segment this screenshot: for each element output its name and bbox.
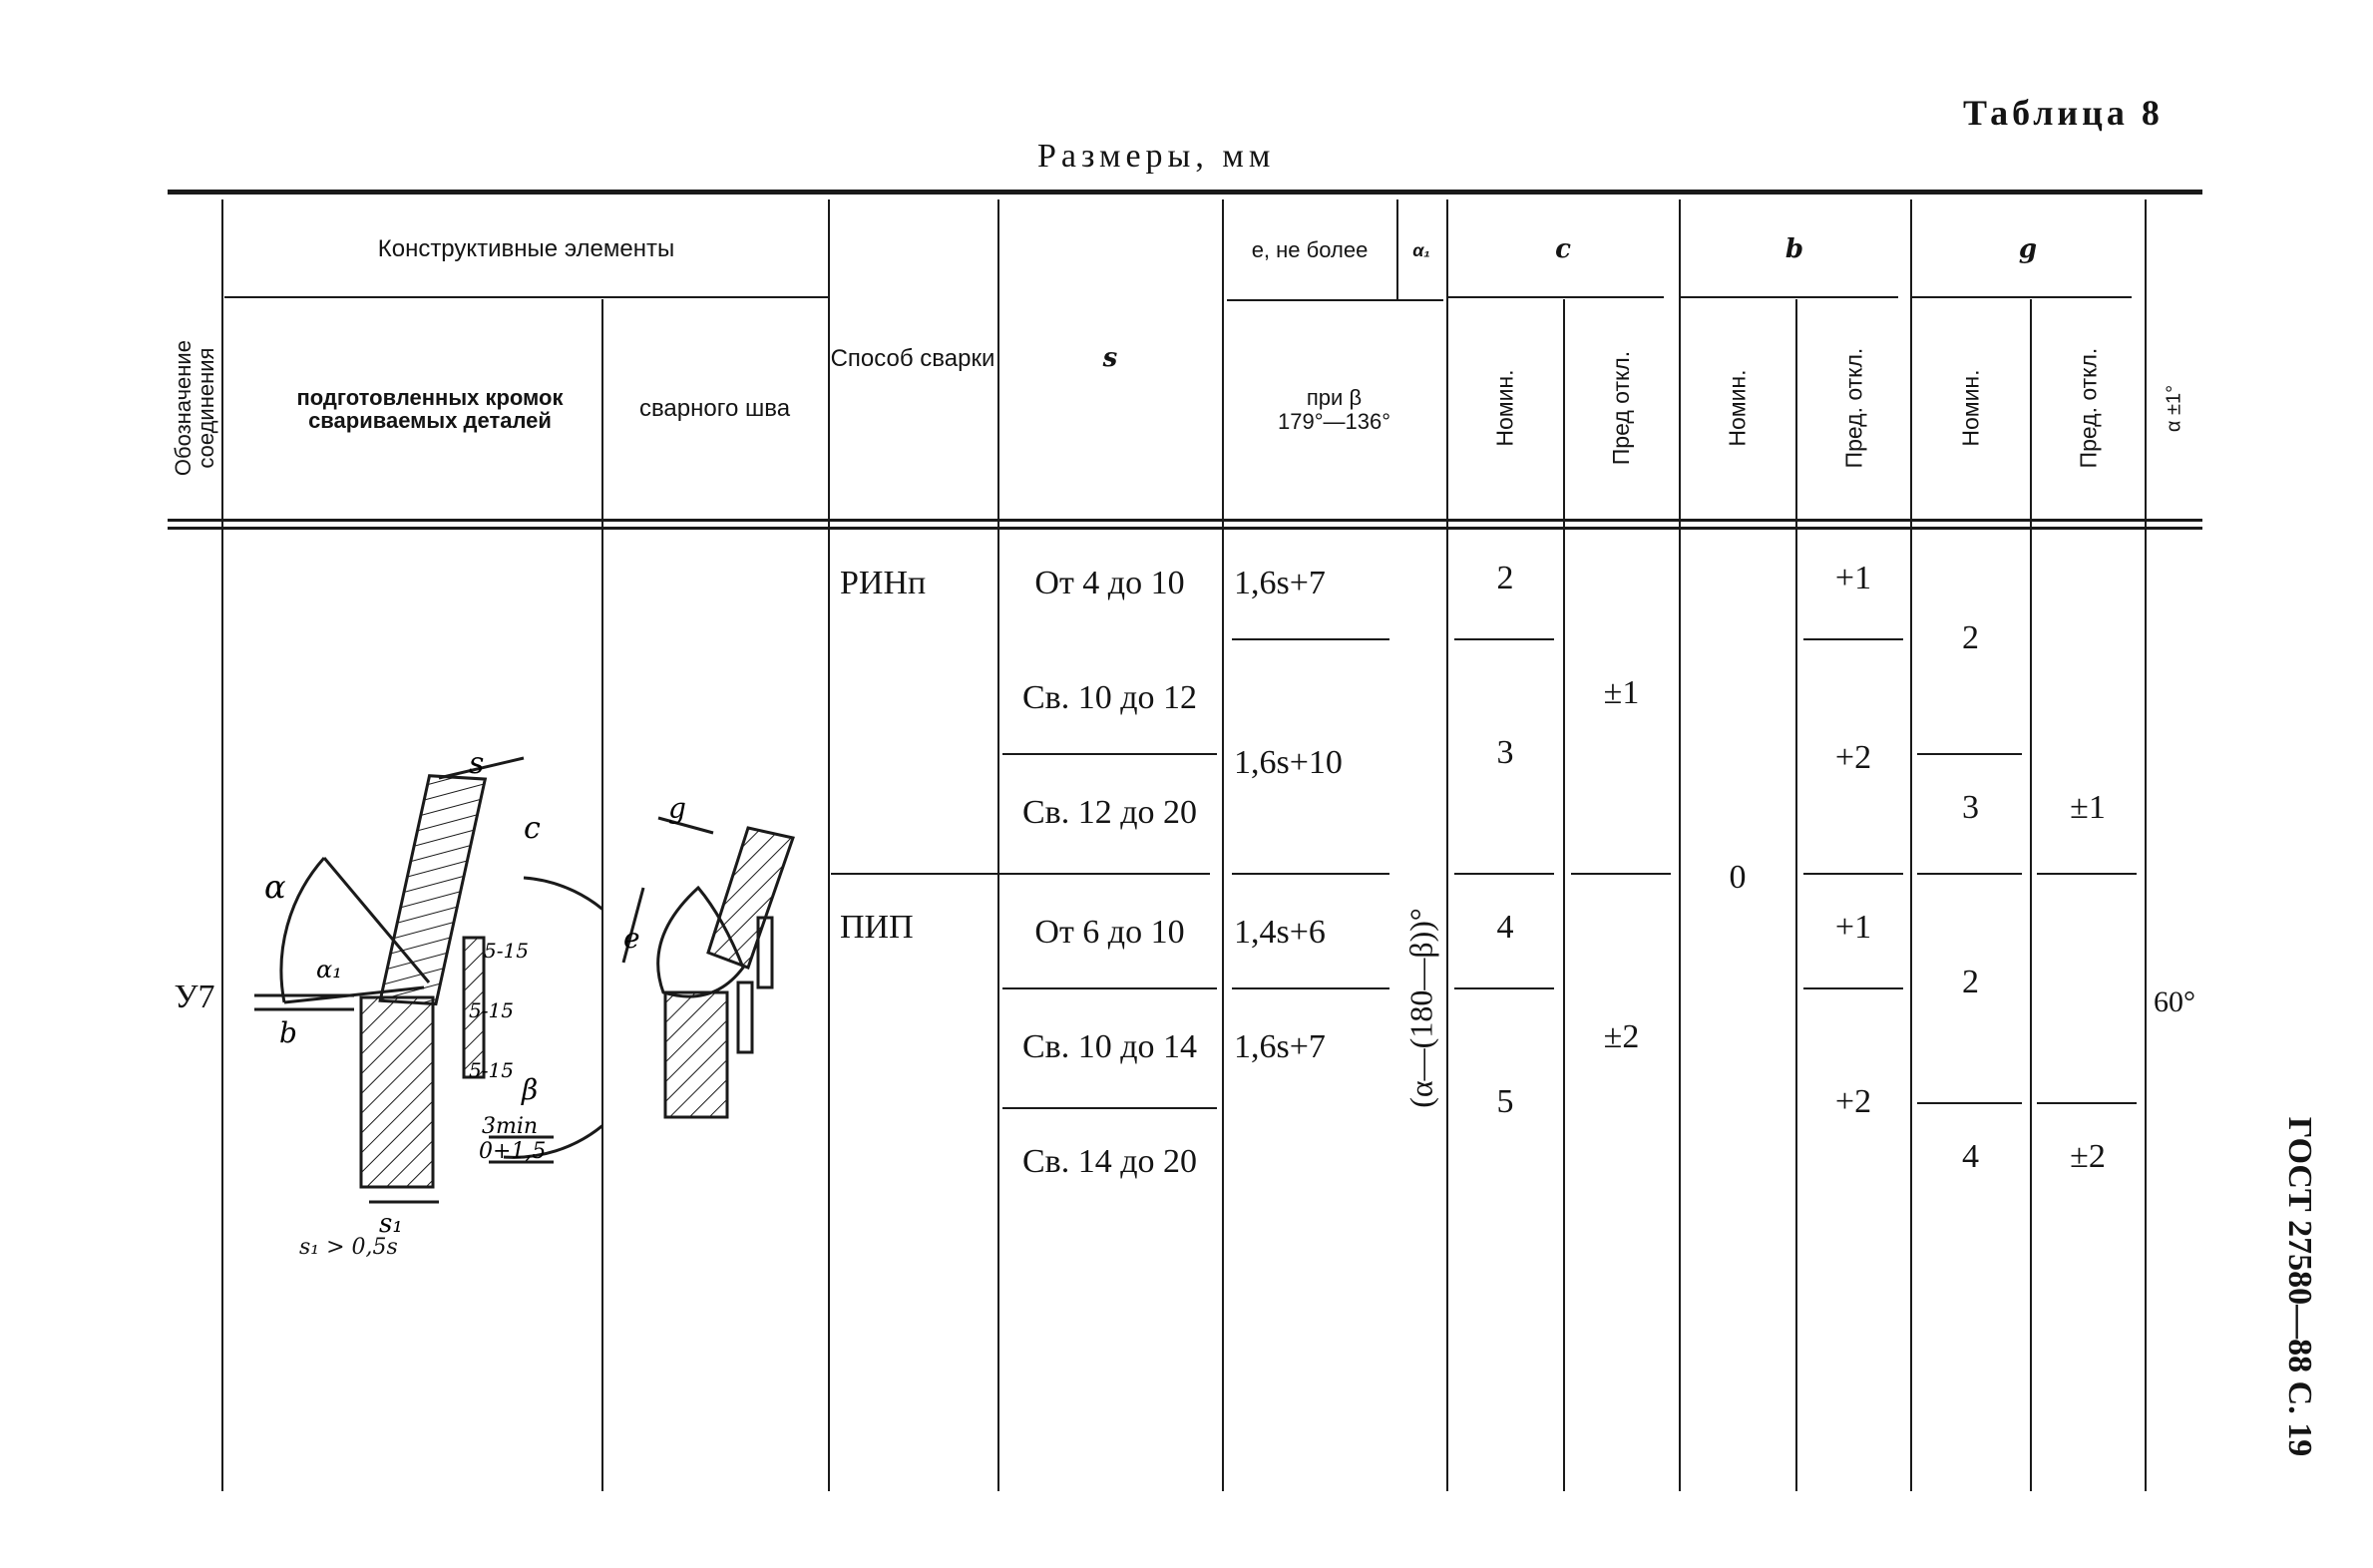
hdr-at-beta-line1: при β: [1306, 385, 1363, 411]
c-tol-2: ±2: [1603, 1018, 1640, 1056]
label-alpha: α: [264, 868, 286, 906]
vline-1: [221, 199, 223, 1491]
g-nom-line-1: [1917, 753, 2022, 755]
size-caption: Размеры, мм: [1037, 138, 1276, 175]
designation-u7: У7: [174, 979, 215, 1016]
e-value-3: 1,4s+6: [1234, 914, 1326, 952]
hdr-constructive-elements: Конструктивные элементы: [377, 235, 675, 263]
c-nom-1: 2: [1496, 560, 1514, 597]
label-s1: s₁: [379, 1209, 403, 1239]
hdr-designation: Обозначение соединения: [170, 339, 218, 477]
s-range-4: От 6 до 10: [1034, 914, 1185, 952]
label-515-c: 5-15: [469, 1058, 514, 1082]
c-nom-2: 3: [1496, 734, 1514, 772]
e-value-2: 1,6s+10: [1234, 744, 1343, 782]
s-line-1: [1002, 753, 1217, 755]
hdr-alpha-tol: α ±1°: [2163, 384, 2185, 432]
method-line: [831, 873, 1210, 875]
alpha-value: 60°: [2154, 985, 2195, 1019]
b-tol-line-1: [1803, 638, 1903, 640]
hdr-c: c: [1555, 234, 1571, 265]
hdr-alpha1: α₁: [1412, 239, 1430, 260]
seam-vertical-plate: [665, 992, 727, 1117]
hdr-c-nomin: Номин.: [1491, 369, 1518, 447]
label-c: c: [524, 811, 541, 846]
label-beta: β: [522, 1073, 539, 1106]
s-line-2: [1002, 987, 1217, 989]
b-tol-line-2: [1803, 873, 1903, 875]
s-range-2: Св. 10 до 12: [1021, 679, 1198, 717]
hdr-at-beta: [1224, 302, 1444, 517]
weld-seam-sketch: [603, 768, 828, 1167]
header-rule-2: [168, 527, 2202, 530]
hdr-line-g: [1910, 296, 2132, 298]
g-tol-line-1: [2037, 873, 2137, 875]
e-line-3: [1232, 987, 1389, 989]
standard-reference: [2204, 1077, 2373, 1496]
hdr-line-e: [1227, 299, 1443, 301]
hdr-b-tol: Пред. откл.: [1839, 347, 1866, 469]
s-range-1: От 4 до 10: [1034, 565, 1185, 602]
hdr-b-nomin: Номин.: [1724, 369, 1751, 447]
g-nom-2: 3: [1962, 789, 1979, 827]
alpha1-formula: (α—(180—β))°: [1402, 907, 1439, 1108]
label-g: g: [668, 792, 686, 825]
label-515-a: 5-15: [484, 939, 529, 963]
sketch-note: s₁ > 0,5s: [299, 1235, 398, 1260]
seam-inclined-plate: [708, 828, 793, 968]
hdr-weld-seam: сварного шва: [638, 395, 791, 423]
g-nom-3: 2: [1962, 964, 1979, 1001]
hdr-at-beta-line2: 179°—136°: [1277, 408, 1390, 434]
hdr-line-constructive: [224, 296, 828, 298]
g-nom-1: 2: [1962, 619, 1979, 657]
hdr-c-tol: Пред откл.: [1608, 350, 1635, 466]
c-nom-line-2: [1454, 873, 1554, 875]
b-tol-1: +1: [1834, 560, 1872, 597]
hdr-e-max: e, не более: [1251, 237, 1369, 263]
inclined-plate: [320, 754, 546, 1025]
e-value-4: 1,6s+7: [1234, 1028, 1326, 1066]
g-nom-line-2: [1917, 873, 2022, 875]
hdr-line-b: [1679, 296, 1898, 298]
seam-backing-2: [738, 982, 752, 1052]
table-top-rule: [168, 190, 2202, 195]
label-s: s: [469, 746, 485, 781]
e-value-1: 1,6s+7: [1234, 565, 1326, 602]
s-range-6: Св. 14 до 20: [1021, 1143, 1198, 1181]
e-line-1: [1232, 638, 1389, 640]
label-3min: 3min: [482, 1114, 539, 1139]
header-rule-1: [168, 519, 2202, 522]
c-tol-1: ±1: [1603, 674, 1640, 712]
label-515-b: 5-15: [469, 998, 514, 1022]
s-line-3: [1002, 1107, 1217, 1109]
method-pip: ПИП: [840, 909, 914, 947]
b-tol-2: +2: [1834, 739, 1872, 777]
b-tol-line-3: [1803, 987, 1903, 989]
standard-reference-text: ГОСТ 27580—88 С. 19: [2281, 1116, 2318, 1457]
c-nom-4: 5: [1496, 1083, 1514, 1121]
g-nom-4: 4: [1962, 1138, 1979, 1176]
c-nom-3: 4: [1496, 909, 1514, 947]
prepared-edges-sketch: [224, 539, 601, 1257]
c-nom-line-3: [1454, 987, 1554, 989]
vertical-plate: [361, 997, 433, 1187]
label-alpha1: α₁: [316, 956, 342, 983]
label-tol: 0+1,5: [479, 1139, 547, 1164]
method-rin: РИНп: [840, 565, 927, 602]
hdr-prepared-edges: подготовленных кромок свариваемых деталей: [296, 384, 564, 433]
hdr-s: s: [1102, 343, 1118, 374]
hdr-g-tol: Пред. откл.: [2074, 347, 2101, 469]
g-tol-line-2: [2037, 1102, 2137, 1104]
s-range-3: Св. 12 до 20: [1021, 794, 1198, 832]
hdr-b: b: [1784, 234, 1804, 265]
e-line-2: [1232, 873, 1389, 875]
label-b: b: [279, 1016, 297, 1049]
b-tol-4: +2: [1834, 1083, 1872, 1121]
c-tol-line: [1571, 873, 1671, 875]
b-nom: 0: [1729, 859, 1747, 897]
b-tol-3: +1: [1834, 909, 1872, 947]
g-nom-line-3: [1917, 1102, 2022, 1104]
hdr-line-c: [1446, 296, 1664, 298]
hdr-welding-method: Способ сварки: [830, 345, 995, 373]
g-tol-2: ±2: [2070, 1138, 2106, 1176]
c-nom-line-1: [1454, 638, 1554, 640]
hdr-g-nomin: Номин.: [1957, 369, 1984, 447]
table-title: Таблица 8: [1963, 93, 2164, 133]
g-tol-1: ±1: [2070, 789, 2106, 827]
label-e: e: [623, 922, 640, 955]
s-range-5: Св. 10 до 14: [1021, 1028, 1198, 1066]
hdr-g: g: [2018, 234, 2038, 265]
